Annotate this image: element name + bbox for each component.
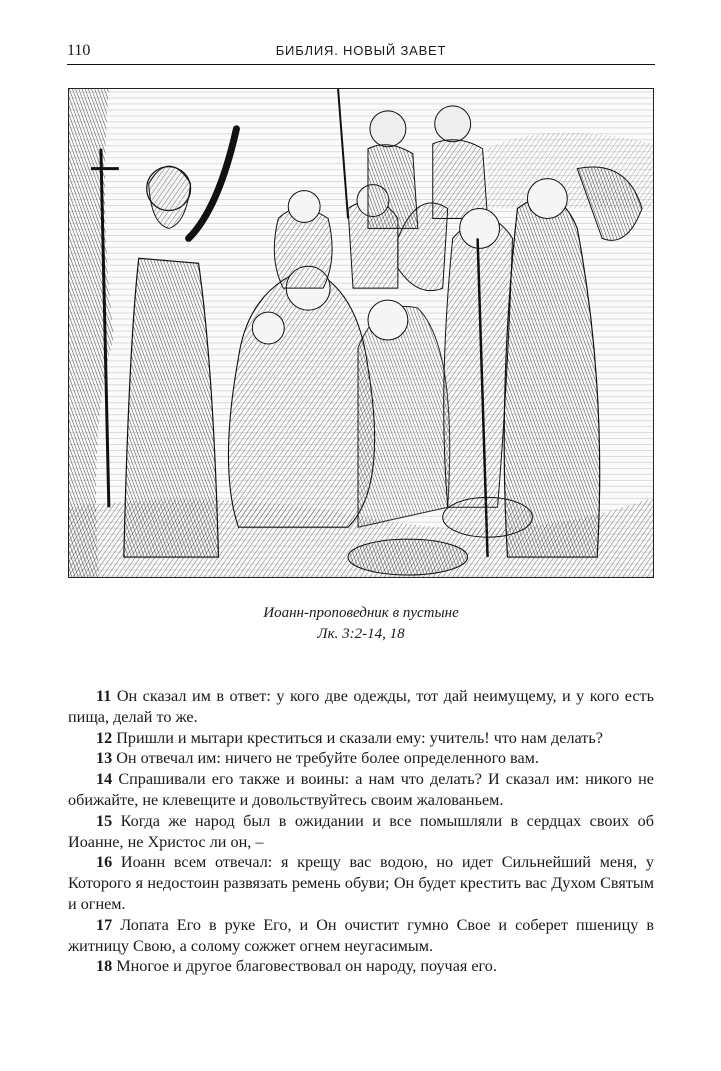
verse [68, 748, 654, 769]
verse-text: Пришли и мытари креститься и сказали ему: учитель! что нам делать? [116, 728, 603, 747]
rock [443, 497, 533, 537]
verse-number: 14 [96, 770, 113, 789]
verse-text: Многое и другое благовествовал он народу, поучая его. [116, 957, 497, 976]
verse [68, 728, 654, 749]
verse-number: 13 [96, 749, 113, 768]
verse-text: Иоанн всем отвечал: я крещу вас водою, но идет Сильнейший меня, у Которого я недостоин развязать ремень обуви; Он будет крестить вас Духом Святым и огнем. [68, 853, 654, 913]
verse [68, 769, 654, 811]
verse-text: Он отвечал им: ничего не требуйте более определенного вам. [116, 749, 539, 768]
verse-number: 12 [96, 728, 113, 747]
verse-number: 11 [96, 687, 112, 705]
caption-reference: Лк. 3:2-14, 18 [317, 626, 405, 642]
verse-number: 16 [96, 853, 113, 872]
verse [68, 852, 654, 914]
verse [68, 686, 654, 728]
rock [348, 539, 468, 575]
verse [68, 956, 654, 977]
caption-title: Иоанн-проповедник в пустыне [263, 605, 459, 621]
verse [68, 915, 654, 957]
header-rule [67, 64, 655, 65]
verse-text: Лопата Его в руке Его, и Он очистит гумно Свое и соберет пшеницу в житницу Свою, а солому сожжет огнем неугасимым. [68, 915, 655, 955]
engraving-illustration [68, 88, 654, 578]
verse [68, 811, 654, 853]
page-number: 110 [67, 42, 91, 59]
verse-text: Он сказал им в ответ: у кого две одежды, тот дай неимущему, и у кого есть пища, делай то же. [68, 687, 654, 726]
verse-number: 18 [96, 957, 113, 976]
engraving-drawing [69, 89, 653, 577]
verse-text: Спрашивали его также и воины: а нам что делать? И сказал им: никого не обижайте, не клевещите и довольствуйтесь своим жалованьем. [68, 770, 654, 809]
verses-block [68, 686, 654, 977]
running-title: БИБЛИЯ. НОВЫЙ ЗАВЕТ [275, 43, 447, 58]
verse-text: Когда же народ был в ожидании и все помышляли в сердцах своих об Иоанне, не Христос ли он, – [68, 811, 654, 851]
verse-number: 15 [96, 811, 113, 830]
page-header [67, 40, 655, 66]
verse-number: 17 [96, 915, 113, 934]
